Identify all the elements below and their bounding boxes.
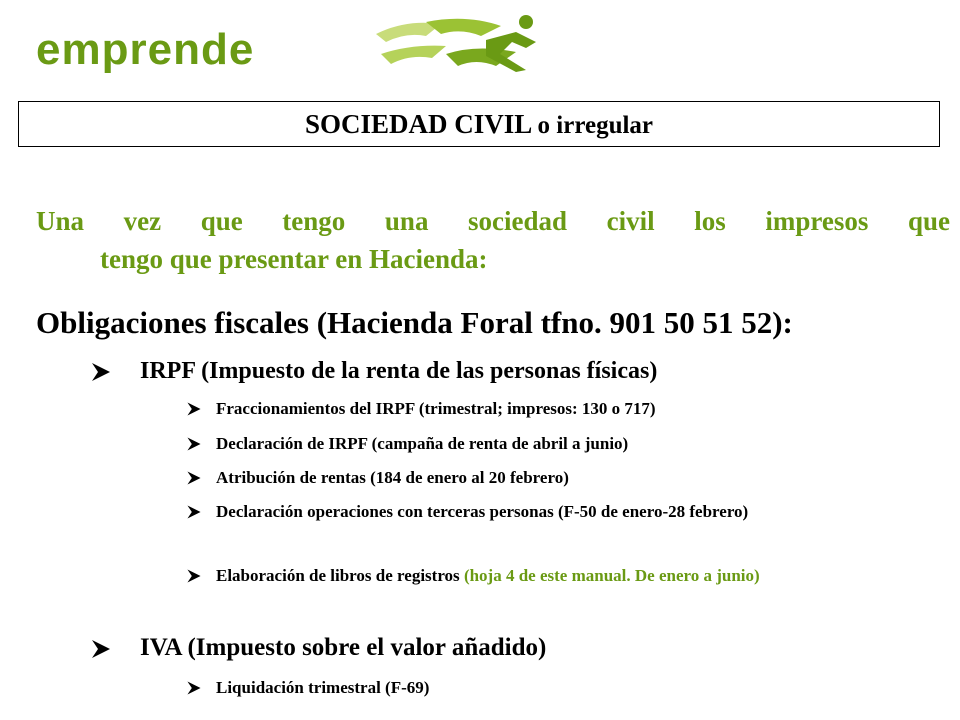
list-item [186,676,950,700]
irpf-item-libros [216,564,950,588]
arrow-bullet-icon [186,500,202,520]
irpf-item-3: Atribución de rentas (184 de enero al 20 febrero) [216,468,569,487]
irpf-bullet [90,356,658,391]
iva-item-1: Liquidación trimestral (F-69) [216,678,430,697]
arrow-bullet-icon [90,356,112,383]
iva-bullet [90,633,547,668]
list-item [186,466,950,490]
intro-paragraph [36,202,950,278]
intro-line-1: Una vez que tengo una sociedad civil los impresos que [36,206,950,236]
list-item [186,564,950,588]
irpf-heading: IRPF (Impuesto de la renta de las personas físicas) [140,358,658,384]
list-item [186,432,950,456]
arrow-bullet-icon [186,676,202,696]
section-title-box [18,101,940,147]
irpf-item-2: Declaración de IRPF (campaña de renta de abril a junio) [216,434,629,453]
libros-text: Elaboración de libros de registros [216,566,460,585]
arrow-bullet-icon [186,397,202,417]
irpf-item-4: Declaración operaciones con terceras personas (F-50 de enero-28 febrero) [216,502,749,521]
list-item [186,397,950,421]
list-item [186,500,950,524]
title-main: SOCIEDAD CIVIL [304,109,531,139]
arrow-bullet-icon [186,432,202,452]
irpf-item-1: Fraccionamientos del IRPF (trimestral; impresos: 130 o 717) [216,399,656,418]
svg-text:emprende: emprende [36,25,255,74]
obligaciones-heading: Obligaciones fiscales (Hacienda Foral tfno. 901 50 51 52): [36,305,793,340]
title-suffix: o irregular [537,112,654,139]
emprende-logo [36,14,536,74]
arrow-bullet-icon [186,564,202,584]
arrow-bullet-icon [186,466,202,486]
runner-figures-icon [376,15,536,72]
iva-heading: IVA (Impuesto sobre el valor añadido) [140,634,547,661]
intro-line-2: tengo que presentar en Hacienda: [100,244,488,274]
arrow-bullet-icon [90,633,112,660]
libros-note: (hoja 4 de este manual. De enero a junio) [463,566,760,585]
